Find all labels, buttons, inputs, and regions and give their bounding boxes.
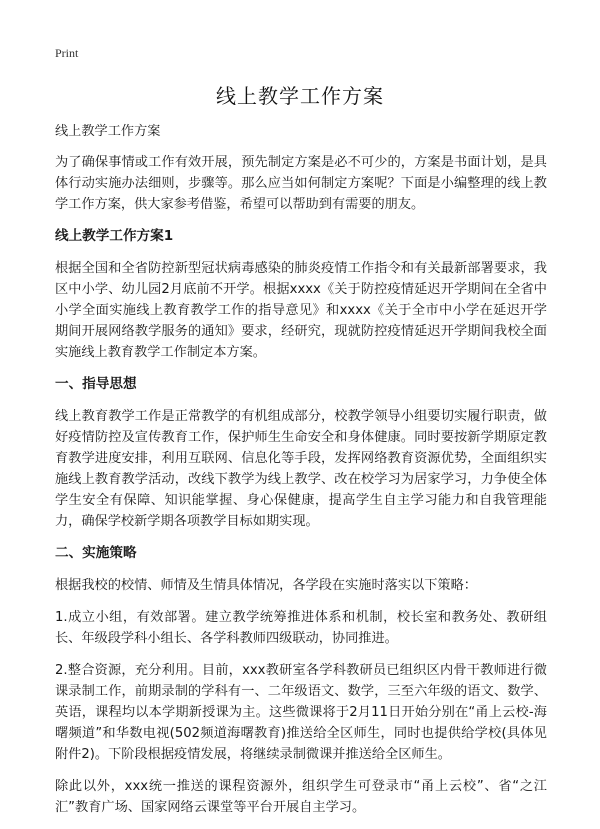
- document-title: 线上教学工作方案: [216, 84, 384, 108]
- section-1-paragraph: 根据全国和全省防控新型冠状病毒感染的肺炎疫情工作指令和有关最新部署要求，我区中小学、幼儿园2月底前不开学。根据xxxx《关于防控疫情延迟开学期间在全省中小学全面实施线上教育教学工作的指导意见》和xxxx《关于全市中小学在延迟开学期间开展网络教学服务的通知》要求，经研究，现就防控疫情延迟开学期间我校全面实施线上教育教学工作制定本方案。: [55, 261, 547, 360]
- strategy-item-2: 2.整合资源，充分利用。目前，xxx教研室各学科教研员已组织区内骨干教师进行微课录制工作，前期录制的学科有一、二年级语文、数学，三至六年级的语文、数学、英语，课程均以本学期新授课为主。这些微课将于2月11日开始分别在“甬上云校-海曙频道”和华数电视(502频道海曙教育)推送给全区师生，同时也提供给学校(具体见附件2)。下阶段根据疫情发展，将继续录制微课并推送给全区师生。: [55, 663, 547, 762]
- section-heading-plan-1: 线上教学工作方案1: [55, 228, 174, 244]
- document-subtitle: 线上教学工作方案: [55, 124, 161, 139]
- intro-paragraph: 为了确保事情或工作有效开展，预先制定方案是必不可少的，方案是书面计划，是具体行动实施办法细则，步骤等。那么应当如何制定方案呢？下面是小编整理的线上教学工作方案，供大家参考借鉴，希望可以帮助到有需要的朋友。: [55, 155, 547, 212]
- print-link[interactable]: Print: [55, 46, 79, 60]
- strategy-extra-paragraph: 除此以外，xxx统一推送的课程资源外，组织学生可登录市“甬上云校”、省“之江汇”教育广场、国家网络云课堂等平台开展自主学习。: [55, 779, 547, 815]
- strategy-item-1: 1.成立小组，有效部署。建立教学统筹推进体系和机制，校长室和教务处、教研组长、年级段学科小组长、各学科教师四级联动，协同推进。: [55, 610, 547, 646]
- document-body: [55, 121, 547, 829]
- heading-implementation-strategy: 二、实施策略: [55, 545, 137, 561]
- strategy-intro-paragraph: 根据我校的校情、师情及生情具体情况，各学段在实施时落实以下策略：: [55, 578, 477, 593]
- guiding-ideology-paragraph: 线上教育教学工作是正常教学的有机组成部分，校教学领导小组要切实履行职责，做好疫情防控及宣传教育工作，保护师生生命安全和身体健康。同时要按新学期原定教育教学进度安排，利用互联网、信息化等手段，发挥网络教育资源优势，全面组织实施线上教育教学活动，改线下教学为线上教学、改在校学习为居家学习，力争使全体学生安全有保障、知识能掌握、身心保健康，提高学生自主学习能力和自我管理能力，确保学校新学期各项教学目标如期实现。: [55, 409, 547, 529]
- heading-guiding-ideology: 一、指导思想: [55, 376, 137, 392]
